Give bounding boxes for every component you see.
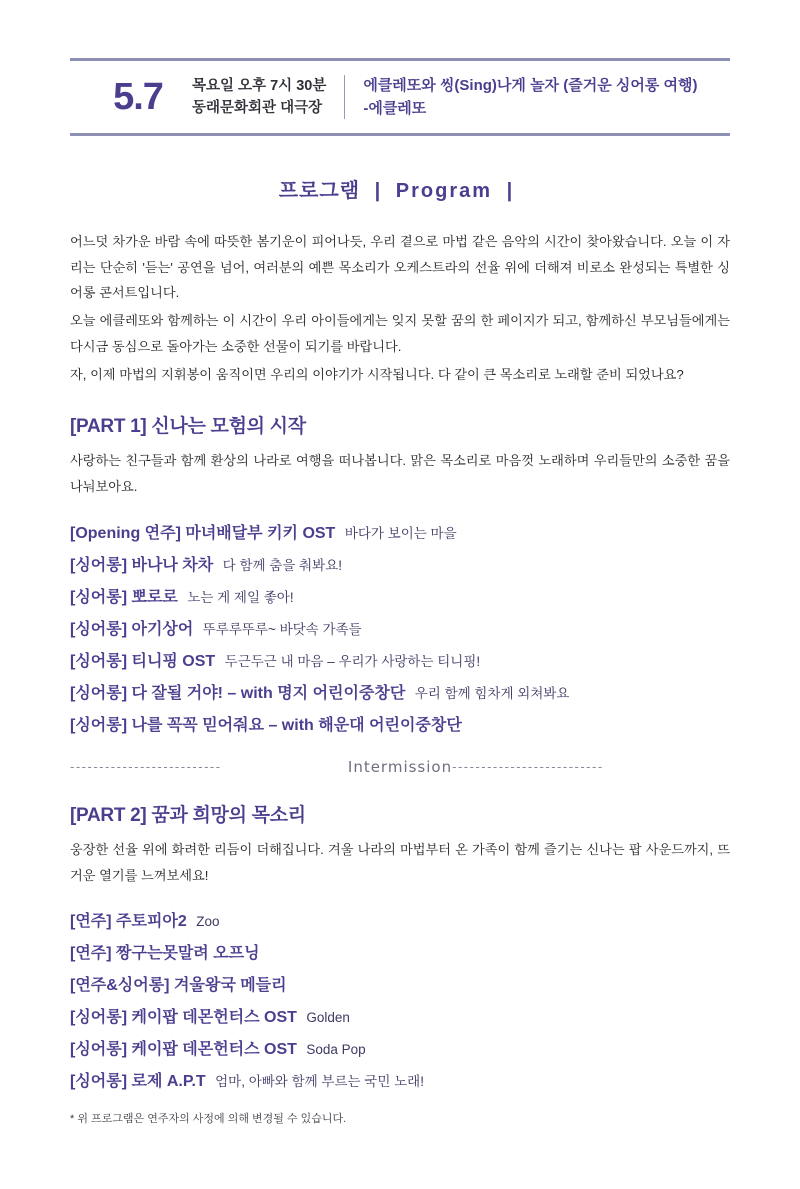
song-note: Soda Pop bbox=[306, 1042, 366, 1058]
intro-paragraph-2: 오늘 에클레또와 함께하는 이 시간이 우리 아이들에게는 잊지 못할 꿈의 한 페이지가 되고, 함께하신 부모님들에게는 다시금 동심으로 돌아가는 소중한 선물이 되기를 바랍니다. bbox=[70, 313, 730, 354]
intro-text bbox=[70, 229, 730, 387]
song-name: 로제 A.P.T bbox=[131, 1073, 206, 1091]
list-item bbox=[70, 1066, 730, 1098]
part1-song-list bbox=[70, 518, 730, 742]
footnote: * 위 프로그램은 연주자의 사정에 의해 변경될 수 있습니다. bbox=[70, 1113, 347, 1126]
event-when bbox=[192, 75, 345, 120]
song-note: 뚜루루뚜루~ 바닷속 가족들 bbox=[202, 621, 362, 637]
song-tag: [싱어롱] bbox=[70, 588, 128, 606]
part1-title: [PART 1] 신나는 모험의 시작 bbox=[70, 416, 306, 438]
song-note bbox=[462, 718, 467, 733]
list-item bbox=[70, 1034, 730, 1066]
song-tag: [싱어롱] bbox=[70, 620, 128, 638]
song-name: 나를 꼭꼭 믿어줘요 – with 해운대 어린이중창단 bbox=[131, 716, 462, 734]
song-tag: [싱어롱] bbox=[70, 556, 128, 574]
part2-title: [PART 2] 꿈과 희망의 목소리 bbox=[70, 804, 306, 826]
list-item bbox=[70, 582, 730, 614]
intro-paragraph-1: 어느덧 차가운 바람 속에 따뜻한 봄기운이 피어나듯, 우리 곁으로 마법 같은 음악의 시간이 찾아왔습니다. 오늘 이 자리는 단순히 '듣는' 공연을 넘어, 여러분의 예쁜 목소리가 오케스트라의 선율 위에 더해져 비로소 완성되는 특별한 싱어롱 콘서트입니다. bbox=[70, 234, 730, 301]
divider-dashes-left: -------------------------- bbox=[70, 759, 222, 775]
song-tag: [싱어롱] bbox=[70, 684, 128, 702]
event-title-line-1: 에클레또와 씽(Sing)나게 놀자 (즐거운 싱어롱 여행) bbox=[363, 76, 698, 94]
song-name: 주토피아2 bbox=[116, 913, 187, 931]
list-item bbox=[70, 1002, 730, 1034]
song-note: 다 함께 춤을 춰봐요! bbox=[222, 557, 343, 573]
song-name: 짱구는못말려 오프닝 bbox=[116, 945, 260, 963]
song-name: 바나나 차차 bbox=[131, 556, 214, 574]
song-tag: [싱어롱] bbox=[70, 652, 128, 670]
part2-description: 웅장한 선율 위에 화려한 리듬이 더해집니다. 겨울 나라의 마법부터 온 가족이 함께 즐기는 신나는 팝 사운드까지, 뜨거운 열기를 느껴보세요! bbox=[70, 841, 730, 883]
program-page bbox=[0, 58, 800, 1189]
song-note: Zoo bbox=[196, 914, 220, 930]
song-note: 엄마, 아빠와 함께 부르는 국민 노래! bbox=[215, 1074, 424, 1090]
program-heading bbox=[70, 174, 730, 203]
song-tag: [연주&싱어롱] bbox=[70, 977, 170, 995]
list-item bbox=[70, 646, 730, 678]
event-title-line-2: -에클레또 bbox=[363, 100, 427, 117]
list-item bbox=[70, 678, 730, 710]
song-tag: [연주] bbox=[70, 913, 112, 931]
song-tag: [싱어롱] bbox=[70, 1009, 128, 1027]
song-tag: [Opening 연주] bbox=[70, 524, 181, 542]
list-item bbox=[70, 710, 730, 742]
song-tag: [싱어롱] bbox=[70, 1041, 128, 1059]
song-note: 바다가 보이는 마을 bbox=[344, 525, 457, 541]
program-heading-separator-right: | bbox=[506, 180, 514, 202]
song-tag: [싱어롱] bbox=[70, 1073, 128, 1091]
part1-description: 사랑하는 친구들과 함께 환상의 나라로 여행을 떠나봅니다. 맑은 목소리로 마음껏 노래하며 우리들만의 소중한 꿈을 나눠보아요. bbox=[70, 453, 730, 495]
song-tag: [연주] bbox=[70, 945, 112, 963]
list-item bbox=[70, 906, 730, 938]
song-note bbox=[287, 978, 292, 993]
song-name: 케이팝 데몬헌터스 OST bbox=[131, 1041, 297, 1059]
song-note: Golden bbox=[306, 1010, 350, 1026]
event-banner bbox=[70, 58, 730, 136]
list-item bbox=[70, 970, 730, 1002]
divider-dashes-right: -------------------------- bbox=[452, 759, 604, 775]
song-name: 겨울왕국 메들리 bbox=[173, 977, 287, 995]
song-name: 케이팝 데몬헌터스 OST bbox=[131, 1009, 297, 1027]
part2-song-list bbox=[70, 906, 730, 1098]
song-name: 아기상어 bbox=[131, 620, 194, 638]
intermission-divider bbox=[70, 758, 730, 776]
song-note: 우리 함께 힘차게 외쳐봐요 bbox=[414, 685, 570, 701]
song-name: 티니핑 OST bbox=[131, 652, 216, 670]
song-name: 뽀로로 bbox=[131, 588, 178, 606]
list-item bbox=[70, 518, 730, 550]
event-title bbox=[363, 74, 697, 121]
program-heading-ko: 프로그램 bbox=[278, 180, 361, 202]
event-when-line-2: 동래문화회관 대극장 bbox=[192, 100, 323, 116]
song-name: 다 잘될 거야! – with 명지 어린이중창단 bbox=[131, 684, 406, 702]
song-name: 마녀배달부 키키 OST bbox=[185, 524, 336, 542]
song-tag: [싱어롱] bbox=[70, 716, 128, 734]
event-date: 5.7 bbox=[113, 76, 163, 118]
list-item bbox=[70, 614, 730, 646]
song-note: 노는 게 제일 좋아! bbox=[187, 589, 294, 605]
list-item bbox=[70, 550, 730, 582]
program-heading-separator-left: | bbox=[374, 180, 382, 202]
intro-paragraph-3: 자, 이제 마법의 지휘봉이 움직이면 우리의 이야기가 시작됩니다. 다 같이 큰 목소리로 노래할 준비 되었나요? bbox=[70, 366, 684, 382]
program-heading-en: Program bbox=[395, 180, 493, 202]
event-when-line-1: 목요일 오후 7시 30분 bbox=[192, 77, 327, 94]
song-note bbox=[260, 946, 265, 961]
intermission-label: Intermission bbox=[347, 757, 453, 776]
list-item bbox=[70, 938, 730, 970]
song-note: 두근두근 내 마음 – 우리가 사랑하는 티니핑! bbox=[224, 653, 481, 669]
